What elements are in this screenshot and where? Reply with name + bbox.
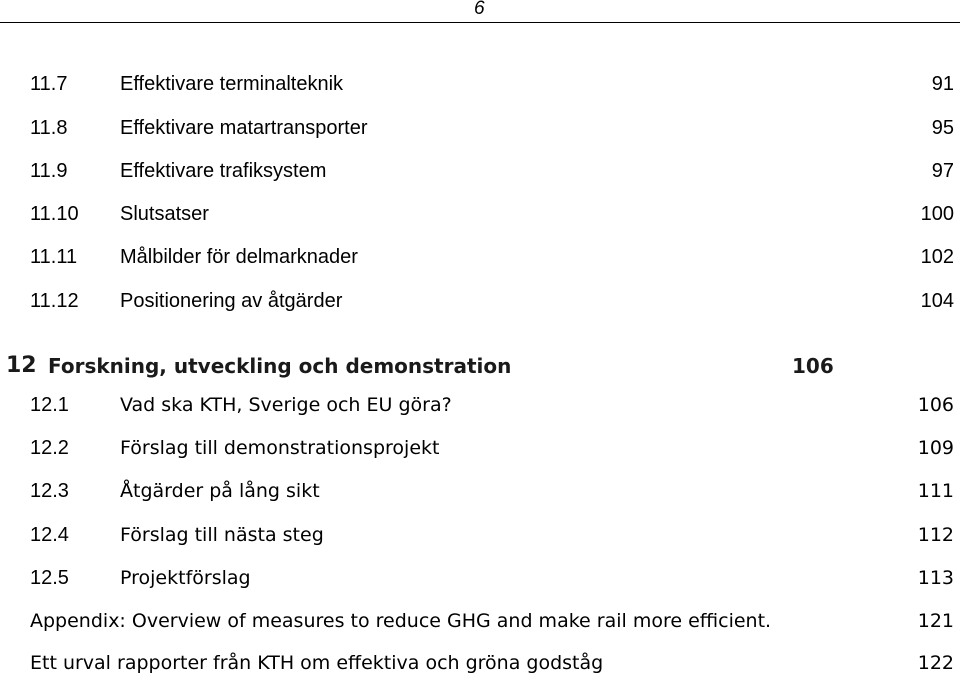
toc-entry-title: Effektivare trafiksystem <box>120 160 327 182</box>
toc-entry-page: 106 <box>917 394 954 416</box>
toc-entry-title: Ett urval rapporter från KTH om effektiva och gröna godståg <box>30 652 604 674</box>
toc-entry-title: Förslag till nästa steg <box>120 524 324 546</box>
toc-entry-reports[interactable] <box>0 648 960 678</box>
toc-entry-11-8[interactable] <box>0 113 960 143</box>
toc-entry-11-11[interactable] <box>0 242 960 272</box>
toc-entry-number: 11.11 <box>30 246 78 268</box>
toc-entry-number: 11.8 <box>30 117 68 139</box>
toc-entry-number: 12.4 <box>30 524 69 546</box>
toc-entry-12-2[interactable] <box>0 433 960 463</box>
toc-entry-11-7[interactable] <box>0 69 960 99</box>
toc-entry-number: 12.2 <box>30 437 69 459</box>
toc-entry-page: 122 <box>917 652 954 674</box>
toc-entry-12-4[interactable] <box>0 520 960 550</box>
toc-entry-page: 109 <box>917 437 954 459</box>
toc-entry-number: 11.10 <box>30 203 79 225</box>
toc-entry-number: 11.12 <box>30 290 79 312</box>
toc-entry-page: 102 <box>920 246 954 268</box>
toc-entry-page: 113 <box>917 567 954 589</box>
toc-entry-page: 121 <box>917 610 954 632</box>
toc-entry-page: 104 <box>920 290 954 312</box>
toc-entry-page: 95 <box>931 117 954 139</box>
toc-entry-title: Förslag till demonstrationsprojekt <box>120 437 440 459</box>
toc-chapter-title: Forskning, utveckling och demonstration <box>48 354 512 378</box>
toc-chapter-12[interactable] <box>0 350 960 382</box>
toc-entry-number: 11.7 <box>30 73 68 95</box>
toc-entry-11-10[interactable] <box>0 199 960 229</box>
toc-entry-title: Åtgärder på lång sikt <box>120 480 320 502</box>
toc-entry-number: 11.9 <box>30 160 68 182</box>
toc-entry-page: 91 <box>931 73 954 95</box>
toc-entry-title: Projektförslag <box>120 567 251 589</box>
toc-entry-page: 111 <box>917 480 954 502</box>
toc-entry-number: 12.1 <box>30 394 69 416</box>
toc-entry-12-3[interactable] <box>0 476 960 506</box>
toc-entry-title: Appendix: Overview of measures to reduce GHG and make rail more efficient. <box>30 610 772 632</box>
toc-entry-page: 100 <box>920 203 954 225</box>
toc-entry-number: 12.3 <box>30 480 69 502</box>
toc-entry-title: Målbilder för delmarknader <box>120 246 358 268</box>
toc-entry-number: 12.5 <box>30 567 69 589</box>
toc-entry-page: 112 <box>917 524 954 546</box>
toc-entry-title: Vad ska KTH, Sverige och EU göra? <box>120 394 452 416</box>
toc-chapter-number: 12 <box>6 353 37 378</box>
toc-entry-12-5[interactable] <box>0 563 960 593</box>
header-rule <box>0 22 960 23</box>
toc-entry-title: Slutsatser <box>120 203 209 225</box>
toc-entry-page: 97 <box>931 160 954 182</box>
toc-entry-11-9[interactable] <box>0 156 960 186</box>
page-number: 6 <box>474 0 485 19</box>
toc-entry-12-1[interactable] <box>0 390 960 420</box>
toc-entry-11-12[interactable] <box>0 286 960 316</box>
toc-entry-title: Effektivare matartransporter <box>120 117 368 139</box>
toc-entry-appendix[interactable] <box>0 606 960 636</box>
toc-entry-title: Positionering av åtgärder <box>120 290 343 312</box>
toc-entry-title: Effektivare terminalteknik <box>120 73 344 95</box>
toc-chapter-page: 106 <box>792 354 834 378</box>
